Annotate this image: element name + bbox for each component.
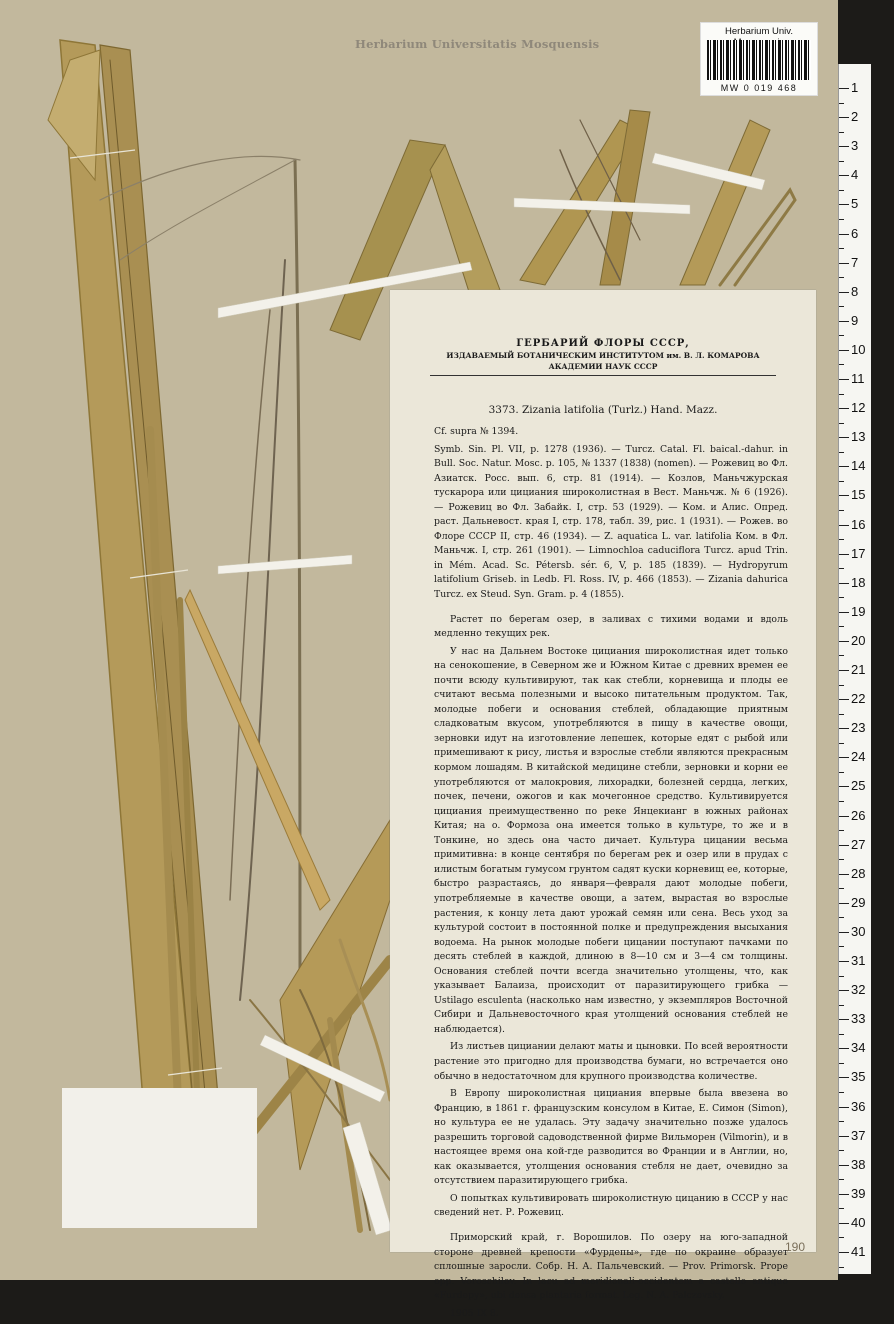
ruler-number: 14 xyxy=(851,458,866,474)
ruler-tick xyxy=(839,175,849,176)
ruler-half-tick xyxy=(839,1121,844,1122)
ruler-number: 20 xyxy=(851,632,866,648)
ruler-tick xyxy=(839,641,849,642)
ruler-number: 37 xyxy=(851,1127,866,1143)
ruler-tick xyxy=(839,466,849,467)
ruler-tick xyxy=(839,495,849,496)
ruler-tick xyxy=(839,1136,849,1137)
label-divider xyxy=(430,375,776,376)
plant-leaf xyxy=(185,590,330,910)
ruler-half-tick xyxy=(839,1150,844,1151)
specimen-envelope xyxy=(62,1088,257,1228)
panicle xyxy=(240,260,285,1000)
ruler-half-tick xyxy=(839,714,844,715)
ruler-number: 26 xyxy=(851,807,866,823)
ruler-tick xyxy=(839,1019,849,1020)
ruler-tick xyxy=(839,117,849,118)
ruler-number: 15 xyxy=(851,487,866,503)
ruler-tick xyxy=(839,292,849,293)
ruler-tick xyxy=(839,1223,849,1224)
habitat-text: Растет по берегам озер, в заливах с тихими водами и вдоль медленно текущих рек. xyxy=(434,613,788,640)
ruler-number: 18 xyxy=(851,574,866,590)
ruler-tick xyxy=(839,350,849,351)
ruler-number: 19 xyxy=(851,603,866,619)
ruler-tick xyxy=(839,786,849,787)
ruler-tick xyxy=(839,932,849,933)
ruler-half-tick xyxy=(839,743,844,744)
barcode-label xyxy=(700,22,818,96)
ruler-half-tick xyxy=(839,976,844,977)
ruler-tick xyxy=(839,845,849,846)
ruler-half-tick xyxy=(839,306,844,307)
ruler-tick xyxy=(839,816,849,817)
collection-date: 1905 IX 8. xyxy=(450,1307,499,1319)
ruler-number: 3 xyxy=(851,138,859,154)
ruler-tick xyxy=(839,757,849,758)
ruler-half-tick xyxy=(839,568,844,569)
ruler-half-tick xyxy=(839,801,844,802)
ruler-number: 25 xyxy=(851,778,866,794)
ruler-tick xyxy=(839,379,849,380)
ruler-half-tick xyxy=(839,481,844,482)
ruler-tick xyxy=(839,961,849,962)
ruler-half-tick xyxy=(839,626,844,627)
ruler-half-tick xyxy=(839,103,844,104)
plant-leaf xyxy=(600,110,650,285)
cm-ruler xyxy=(838,64,871,1274)
ruler-number: 13 xyxy=(851,429,866,445)
ruler-tick xyxy=(839,728,849,729)
herbarium-stamp: Herbarium Universitatis Mosquensis xyxy=(355,37,600,51)
ruler-tick xyxy=(839,874,849,875)
specimen-label xyxy=(390,290,816,1319)
species-name: 3373. Zizania latifolia (Turlz.) Hand. Mazz. xyxy=(488,404,718,416)
ruler-number: 31 xyxy=(851,953,866,968)
ruler-half-tick xyxy=(839,655,844,656)
ruler-half-tick xyxy=(839,539,844,540)
label-institute: ИЗДАВАЕМЫЙ БОТАНИЧЕСКИМ ИНСТИТУТОМ им. В. Л. КОМАРОВА xyxy=(446,351,760,360)
plant-leaf xyxy=(680,120,770,285)
ruler-tick xyxy=(839,670,849,671)
ruler-number: 12 xyxy=(851,400,866,416)
ruler-tick xyxy=(839,990,849,991)
ruler-half-tick xyxy=(839,423,844,424)
ruler-half-tick xyxy=(839,1005,844,1006)
mats-paragraph: Из листьев цициании делают маты и цыновки. По всей вероятности растение это пригодно для производства бумаги, но встречается оно обычно в недостаточном для крупного производства количестве. xyxy=(434,1041,788,1082)
ruler-tick xyxy=(839,1252,849,1253)
ruler-number: 35 xyxy=(851,1069,866,1085)
ruler-number: 22 xyxy=(851,691,866,707)
ruler-number: 6 xyxy=(851,225,859,241)
ruler-half-tick xyxy=(839,364,844,365)
ruler-half-tick xyxy=(839,1267,844,1268)
ruler-half-tick xyxy=(839,132,844,133)
ruler-tick xyxy=(839,1107,849,1108)
ruler-tick xyxy=(839,583,849,584)
mounting-strip xyxy=(514,198,690,214)
ruler-number: 11 xyxy=(851,371,865,386)
ruler-half-tick xyxy=(839,859,844,860)
ruler-half-tick xyxy=(839,1092,844,1093)
ruler-tick xyxy=(839,699,849,700)
ruler-number: 30 xyxy=(851,923,866,939)
ruler-number: 34 xyxy=(851,1040,866,1056)
ruler-number: 7 xyxy=(851,254,859,270)
barcode-header: Herbarium Univ. xyxy=(725,26,793,37)
ruler-tick xyxy=(839,554,849,555)
ruler-number: 33 xyxy=(851,1011,866,1027)
ruler-number: 2 xyxy=(851,109,859,125)
locality-text: Приморский край, г. Ворошилов. По озеру на юго-западной стороне древней крепости «Фурдепы», где по окраине образует сплошные заросли. Собр. Н. А. Пальчевский. — Prov. Primorsk. Prope opp. Voroschilov. In lacu ad meridionali-occidentem a castello antiquo «Furdepy», ubi densa plantaria format. Leg. N. A. Palczevsky. xyxy=(434,1231,788,1302)
ruler-half-tick xyxy=(839,510,844,511)
ruler-tick xyxy=(839,408,849,409)
ruler-half-tick xyxy=(839,888,844,889)
ruler-number: 1 xyxy=(851,80,859,95)
ruler-tick xyxy=(839,437,849,438)
ruler-tick xyxy=(839,1048,849,1049)
ruler-half-tick xyxy=(839,161,844,162)
ruler-half-tick xyxy=(839,1063,844,1064)
label-academy: АКАДЕМИИ НАУК СССР xyxy=(548,362,658,371)
ruler-half-tick xyxy=(839,1034,844,1035)
barcode-number: MW 0 019 468 xyxy=(720,83,798,93)
cf-reference: Cf. supra № 1394. xyxy=(434,426,519,437)
ruler-tick xyxy=(839,263,849,264)
europe-paragraph: В Европу широколистная цициания впервые была ввезена во Францию, в 1861 г. французским консулом в Китае, Е. Симон (Simon), но культура ее не удалась. Эту задачу значительно позже удалось разрешить торговой садоводственной фирме Вильморен (Vilmorin), и в настоящее время она кой-где разводится во Франции и в Англии, но, как оказывается, утолщения основания стебля не дает, очевидно за отсутствием паразитирующего грибка. xyxy=(434,1088,788,1187)
ruler-half-tick xyxy=(839,772,844,773)
ruler-half-tick xyxy=(839,917,844,918)
ruler-half-tick xyxy=(839,394,844,395)
ruler-number: 28 xyxy=(851,865,866,881)
ruler-number: 23 xyxy=(851,720,866,736)
ruler-number: 21 xyxy=(851,662,866,677)
ruler-tick xyxy=(839,321,849,322)
ussr-paragraph: О попытках культивировать широколистную цицанию в СССР у нас сведений нет. Р. Рожевиц. xyxy=(434,1192,788,1219)
synonymy-text: Symb. Sin. Pl. VII, p. 1278 (1936). — Turcz. Catal. Fl. baical.-dahur. in Bull. Soc. Natur. Mosc. p. 105, № 1337 (1838) (nomen). — Рожевиц во Фл. Азиатск. Росс. вып. 6, стр. 81 (1914). — Козлов, Маньчжурская тускарора или цициания широколистная в Вест. Маньчж. № 6 (1926). — Рожевиц во Фл. Забайк. I, стр. 53 (1929). — Ком. и Алис. Опред. раст. Дальневост. края I, стр. 178, табл. 39, рис. 1 (1931). — Рожев. во Флоре СССР II, стр. 46 (1934). — Z. aquatica L. var. latifolia Ком. в Фл. Маньчж. I, стр. 261 (1901). — Limnochloa caduciflora Turcz. apud Trin. in Mém. Acad. Sc. Pétersb. sér. 6, V, p. 185 (1839). — Hydropyrum latifolium Griseb. in Ledb. Fl. Ross. IV, p. 466 (1853). — Zizania dahurica Turcz. ex Steud. Syn. Gram. p. 4 (1855). xyxy=(434,443,788,601)
ruler-half-tick xyxy=(839,219,844,220)
ruler-half-tick xyxy=(839,1208,844,1209)
ruler-half-tick xyxy=(839,190,844,191)
ruler-number: 38 xyxy=(851,1156,866,1172)
ruler-half-tick xyxy=(839,248,844,249)
ruler-number: 32 xyxy=(851,982,866,998)
ruler-half-tick xyxy=(839,452,844,453)
ruler-number: 27 xyxy=(851,836,866,852)
ruler-tick xyxy=(839,1194,849,1195)
mounting-strip xyxy=(218,555,352,574)
ruler-tick xyxy=(839,234,849,235)
ruler-number: 29 xyxy=(851,894,866,910)
ruler-number: 41 xyxy=(851,1244,866,1259)
ruler-half-tick xyxy=(839,335,844,336)
pencil-note: 190 xyxy=(785,1240,806,1254)
ruler-number: 24 xyxy=(851,749,866,765)
ruler-number: 4 xyxy=(851,167,859,183)
barcode-bars xyxy=(707,40,811,80)
ruler-half-tick xyxy=(839,1237,844,1238)
ruler-number: 8 xyxy=(851,283,859,299)
ruler-tick xyxy=(839,1165,849,1166)
ruler-tick xyxy=(839,612,849,613)
plant-leaf xyxy=(280,820,390,1170)
ruler-half-tick xyxy=(839,946,844,947)
ruler-tick xyxy=(839,204,849,205)
ruler-half-tick xyxy=(839,277,844,278)
ruler-tick xyxy=(839,903,849,904)
panicle xyxy=(230,310,270,900)
ruler-number: 10 xyxy=(851,341,866,357)
ruler-tick xyxy=(839,88,849,89)
ruler-number: 16 xyxy=(851,516,866,532)
ruler-tick xyxy=(839,1077,849,1078)
label-header: ГЕРБАРИЙ ФЛОРЫ СССР, xyxy=(516,338,690,349)
ruler-number: 17 xyxy=(851,545,866,561)
label-body xyxy=(434,425,788,1324)
ruler-number: 39 xyxy=(851,1185,866,1201)
ruler-half-tick xyxy=(839,830,844,831)
ruler-half-tick xyxy=(839,685,844,686)
ruler-number: 40 xyxy=(851,1214,866,1230)
ruler-tick xyxy=(839,146,849,147)
ruler-number: 9 xyxy=(851,312,859,328)
ruler-number: 36 xyxy=(851,1098,866,1114)
panicle xyxy=(295,160,300,1000)
usage-paragraph: У нас на Дальнем Востоке цициания широколистная идет только на сенокошение, в Северном же и Южном Китае с древних времен ее почти всюду культивируют, так как стебли, корневища и плоды ее считают весьма полезными и высоко питательным продуктом. Так, молодые побеги и основания стеблей, обладающие приятным сладковатым вкусом, употребляются в пищу в качестве овощи, зерновки идут на изготовление лепешек, которые едят с рыбой или примешивают к рису, листья и взрослые стебли являются прекрасным кормом лошадям. В китайской медицине стебли, зерновки и корни ее употребляются от малокровия, лихорадки, болезней сердца, легких, почек, печени, ожогов и как мочегонное средство. Культивируется цициания преимущественно по реке Янцекианг в южных районах Китая; на о. Формоза она имеется только в культуре, то же и в Тонкине, но здесь она часто дичает. Культура цицании весьма примитивна: в конце сентября по берегам рек и озер или в прудах с илистым богатым гумусом грунтом садят куски корневищ ее, которые, быстро разрастаясь, до января—февраля дают молодые побеги, употребляемые в качестве овощи, а затем, вырастая во взрослые растения, к концу лета дают урожай семян или сена. Весь уход за культурой состоит в постоянной полке и предупреждения высыхания водоема. На рынок молодые побеги цицании поступают пачками по десять стеблей в каждой, длиною в 8—10 см и 3—4 см толщины. Основания стеблей почти всегда значительно утолщены, что, как указывает Балаиза, происходит от паразитирующего грибка — Ustilago esculenta (насколько нам известно, у экземпляров Восточной Сибири и Дальневосточного края утолщений основания стеблей не наблюдается). xyxy=(434,645,788,1035)
ruler-tick xyxy=(839,525,849,526)
ruler-half-tick xyxy=(839,597,844,598)
ruler-half-tick xyxy=(839,1179,844,1180)
ruler-number: 5 xyxy=(851,196,859,212)
